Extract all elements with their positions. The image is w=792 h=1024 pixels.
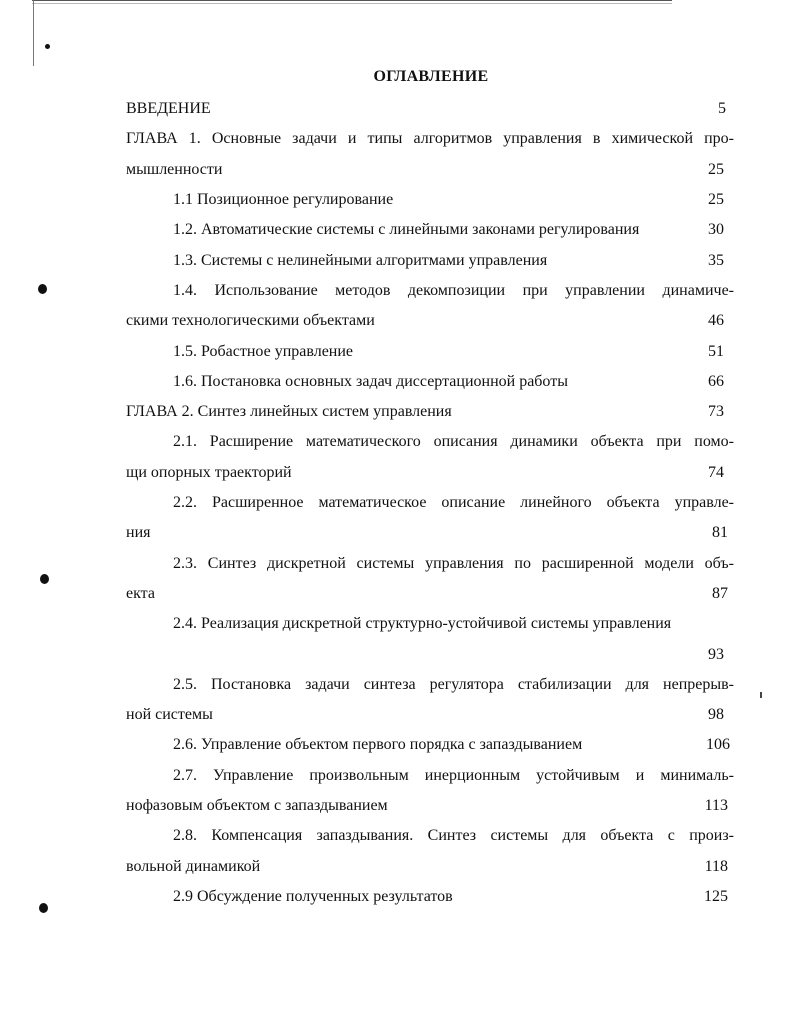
toc-entry-page: 81: [712, 524, 728, 541]
toc-entry-text: 2.2. Расширенное математическое описание линейного объекта управле-: [173, 494, 734, 511]
toc-entry-text: 2.1. Расширение математического описания динамики объекта при помо-: [173, 433, 734, 450]
scan-border-top-inner: [32, 3, 672, 4]
toc-entry-page: 51: [708, 343, 724, 360]
toc-entry-text: 2.9 Обсуждение полученных результатов: [173, 888, 453, 905]
toc-entry-page: 73: [708, 403, 724, 420]
toc-entry-page: 74: [708, 464, 724, 481]
toc-entry-page: 46: [708, 312, 724, 329]
scan-speck: [760, 692, 762, 698]
toc-entry-page: 106: [706, 736, 730, 753]
toc-entry-continuation: щи опорных траекторий: [126, 464, 292, 481]
toc-entry-text: 1.3. Системы с нелинейными алгоритмами управления: [173, 252, 548, 269]
toc-entry-text: 1.2. Автоматические системы с линейными законами регулирования: [173, 221, 640, 238]
toc-entry-text: 2.8. Компенсация запаздывания. Синтез системы для объекта с произ-: [173, 827, 734, 844]
toc-entry-page: 25: [708, 191, 724, 208]
scan-border-top: [32, 0, 672, 1]
scan-mark: [45, 44, 50, 49]
toc-entry-text: 2.5. Постановка задачи синтеза регулятора стабилизации для непрерыв-: [173, 676, 734, 693]
toc-entry-page: 25: [708, 161, 724, 178]
toc-entry-text: 2.6. Управление объектом первого порядка с запаздыванием: [173, 736, 583, 753]
toc-entry-page: 30: [708, 221, 724, 238]
toc-entry-text: 2.4. Реализация дискретной структурно-устойчивой системы управления: [173, 615, 672, 632]
toc-entry-continuation: ной системы: [126, 706, 213, 723]
toc-entry-page: 113: [704, 797, 728, 814]
toc-entry-page: 5: [718, 100, 726, 117]
binding-hole-mark: [40, 574, 49, 584]
binding-hole-mark: [38, 284, 47, 294]
toc-entry-page: 98: [708, 706, 724, 723]
page-title: ОГЛАВЛЕНИЕ: [373, 68, 489, 85]
toc-entry-page: 87: [712, 585, 728, 602]
toc-entry-text: 1.4. Использование методов декомпозиции при управлении динамиче-: [173, 282, 734, 299]
toc-entry-continuation: нофазовым объектом с запаздыванием: [126, 797, 388, 814]
toc-entry-page: 93: [708, 646, 724, 663]
toc-entry-text: 1.5. Робастное управление: [173, 343, 354, 360]
toc-entry-text: ГЛАВА 1. Основные задачи и типы алгоритмов управления в химической про-: [126, 130, 734, 147]
toc-entry-page: 66: [708, 373, 724, 390]
toc-entry-text: ВВЕДЕНИЕ: [126, 100, 211, 117]
toc-entry-text: ГЛАВА 2. Синтез линейных систем управления: [126, 403, 452, 420]
scan-border-left: [33, 0, 34, 66]
toc-entry-continuation: екта: [126, 585, 155, 602]
toc-entry-page: 35: [708, 252, 724, 269]
toc-entry-text: 1.6. Постановка основных задач диссертационной работы: [173, 373, 568, 390]
toc-entry-continuation: мышленности: [126, 161, 223, 178]
toc-entry-continuation: вольной динамикой: [126, 858, 261, 875]
toc-entry-text: 2.7. Управление произвольным инерционным устойчивым и минималь-: [173, 767, 734, 784]
toc-entry-page: 125: [704, 888, 728, 905]
toc-entry-continuation: ния: [126, 524, 151, 541]
toc-entry-continuation: скими технологическими объектами: [126, 312, 375, 329]
toc-entry-text: 2.3. Синтез дискретной системы управления по расширенной модели объ-: [173, 555, 734, 572]
toc-entry-text: 1.1 Позиционное регулирование: [173, 191, 394, 208]
toc-entry-page: 118: [704, 858, 728, 875]
binding-hole-mark: [39, 903, 48, 913]
